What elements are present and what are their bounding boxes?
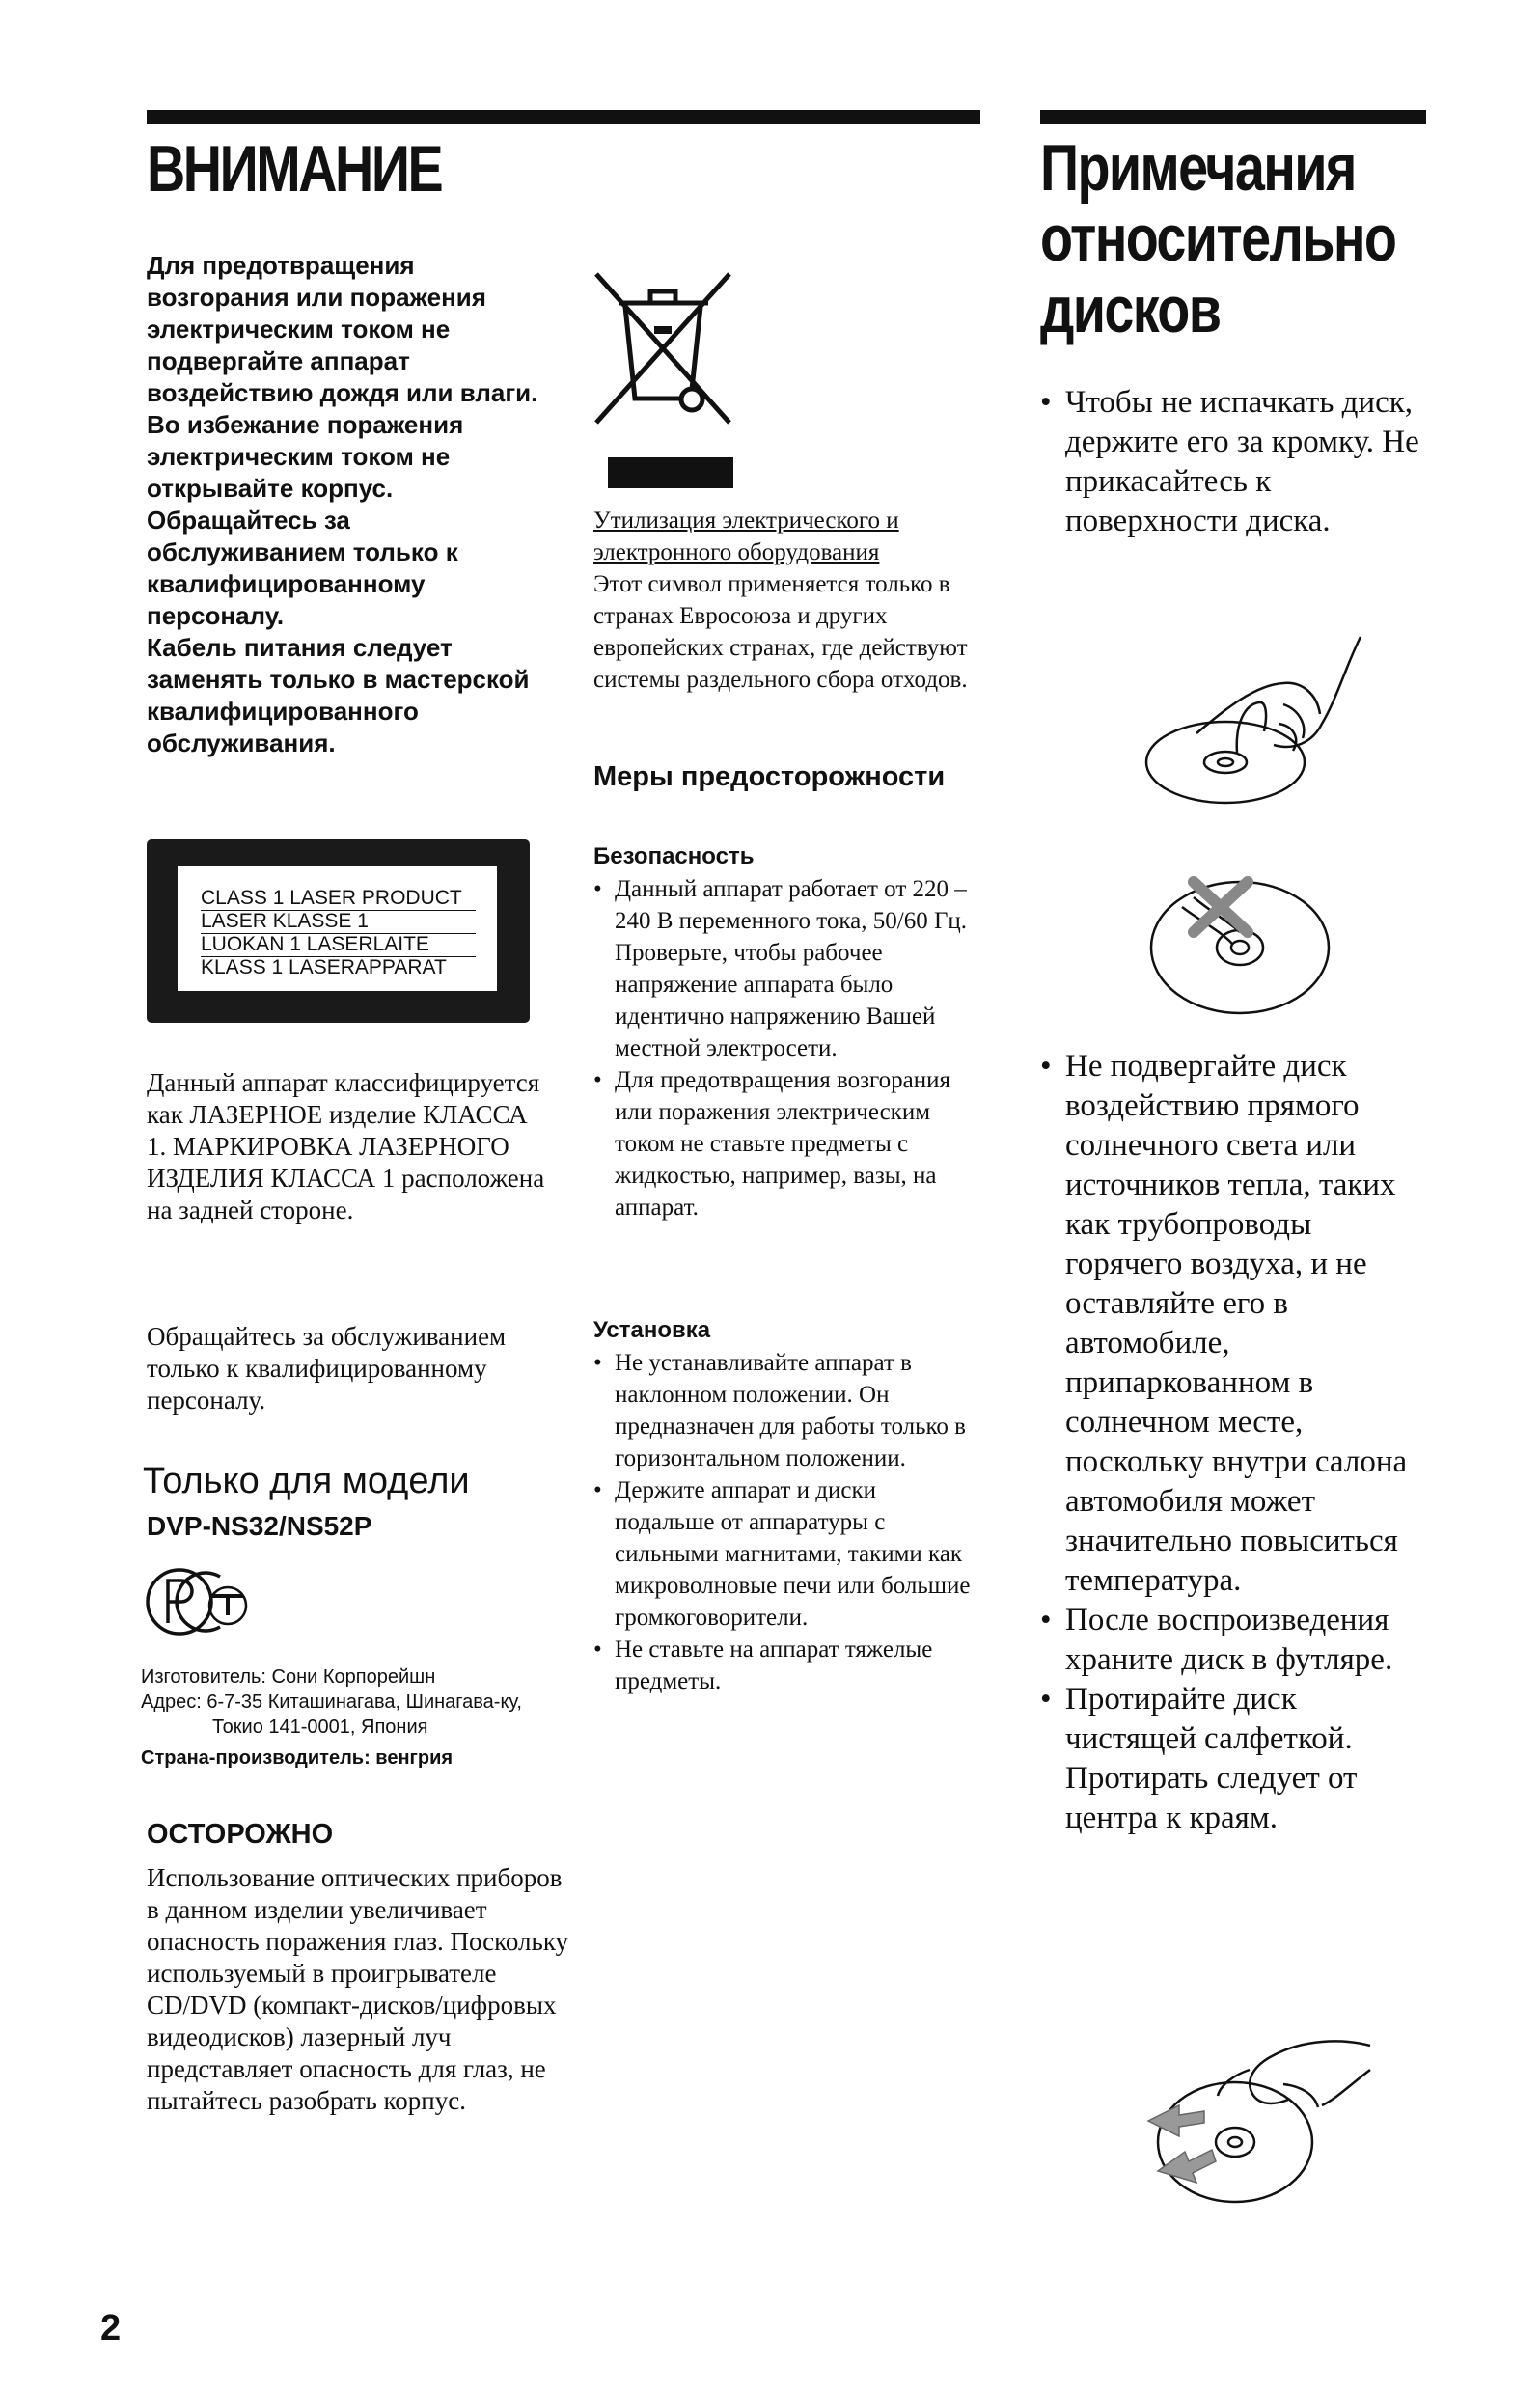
caution-text: Использование оптических приборов в данном изделии увеличивает опасность поражения глаз. Поскольку используемый в проигрывателе CD/DVD (компакт-дисков/цифровых видеодисков) лазерный луч представляет опасность для глаз, не пытайтесь разобрать корпус. <box>147 1863 569 2115</box>
list-item: • Протирайте диск чистящей салфеткой. Протирать следует от центра к краям. <box>1040 1680 1426 1838</box>
list-item: • Не ставьте на аппарат тяжелые предметы. <box>593 1634 979 1697</box>
list-item: • Не устанавливайте аппарат в наклонном положении. Он предназначен для работы только в горизонтальном положении. <box>593 1347 979 1474</box>
laser-label-inner <box>178 866 497 991</box>
laser-class-text: Данный аппарат классифицируется как ЛАЗЕРНОЕ изделие КЛАССА 1. МАРКИРОВКА ЛАЗЕРНОГО ИЗДЕЛИЯ КЛАССА 1 расположена на задней стороне. <box>147 1068 545 1224</box>
wiping-disc-illustration <box>1129 2026 1380 2219</box>
manufacturer-line: Изготовитель: Сони Корпорейшн <box>141 1666 436 1688</box>
warning-text-2: Во избежание поражения электрическим током не открывайте корпус. Обращайтесь за обслуживанием только к квалифицированному персоналу. <box>147 410 464 630</box>
weee-crossed-bin-icon <box>591 268 735 490</box>
page-number: 2 <box>100 2308 122 2349</box>
disc-notes-title-line-2: относительно <box>1040 202 1396 276</box>
model-name: DVP-NS32/NS52P <box>147 1511 372 1541</box>
list-item: • Данный аппарат работает от 220 – 240 В переменного тока, 50/60 Гц. Проверьте, чтобы рабочее напряжение аппарата было идентично напряжению Вашей местной электросети. <box>593 873 979 1064</box>
precautions-heading: Меры предосторожности <box>593 761 946 792</box>
laser-label-line-4: KLASS 1 LASERAPPARAT <box>201 956 447 978</box>
country-line: Страна-производитель: венгрия <box>141 1747 454 1769</box>
disc-note-1 <box>1040 383 1426 541</box>
list-item: • После воспроизведения храните диск в футляре. <box>1040 1601 1426 1680</box>
service-text: Обращайтесь за обслуживанием только к квалифицированному персоналу. <box>147 1322 507 1415</box>
model-title: Только для модели <box>143 1461 470 1501</box>
manufacturer-info <box>141 1664 522 1771</box>
disc-notes-list <box>1040 1047 1426 1838</box>
weee-section <box>593 505 989 696</box>
weee-title: Утилизация электрического и электронного оборудования <box>593 508 899 565</box>
caution-heading: ОСТОРОЖНО <box>147 1819 334 1850</box>
left-top-rule <box>147 110 980 124</box>
weee-text: Этот символ применяется только в странах Евросоюза и других европейских странах, где действуют системы раздельного сбора отходов. <box>593 571 968 693</box>
install-list <box>593 1347 979 1697</box>
page-title: ВНИМАНИЕ <box>147 132 442 206</box>
laser-label-line-1: CLASS 1 LASER PRODUCT <box>201 887 476 911</box>
address-line-1: Адрес: 6-7-35 Киташинагава, Шинагава-ку, <box>141 1691 522 1713</box>
rst-certification-logo <box>143 1563 259 1640</box>
warning-text-1: Для предотвращения возгорания или поражения электрическим током не подвергайте аппарат воздействию дождя или влаги. <box>147 251 538 407</box>
warning-block <box>147 250 552 759</box>
laser-product-label <box>147 839 530 1023</box>
disc-notes-title-line-3: дисков <box>1040 272 1221 346</box>
hand-holding-disc-illustration <box>1139 618 1380 811</box>
touching-disc-prohibited-illustration <box>1143 868 1336 1023</box>
safety-subheading: Безопасность <box>593 843 755 869</box>
disc-notes-title <box>1040 133 1483 345</box>
list-item: • Для предотвращения возгорания или поражения электрическим током не ставьте предметы с жидкостью, например, вазы, на аппарат. <box>593 1064 979 1223</box>
list-item: • Не подвергайте диск воздействию прямого солнечного света или источников тепла, таких как трубопроводы горячего воздуха, и не оставляйте его в автомобиле, припаркованном в солнечном месте, поскольку внутри салона автомобиля может значительно повыситься температура. <box>1040 1047 1426 1601</box>
laser-label-line-2: LASER KLASSE 1 <box>201 910 476 934</box>
disc-notes-title-line-1: Примечания <box>1040 131 1356 205</box>
safety-list <box>593 873 979 1223</box>
warning-text-3: Кабель питания следует заменять только в мастерской квалифицированного обслуживания. <box>147 633 530 757</box>
laser-label-line-3: LUOKAN 1 LASERLAITE <box>201 933 476 957</box>
list-item: • Чтобы не испачкать диск, держите его за кромку. Не прикасайтесь к поверхности диска. <box>1040 383 1426 541</box>
right-top-rule <box>1040 110 1426 124</box>
list-item: • Держите аппарат и диски подальше от аппаратуры с сильными магнитами, такими как микроволновые печи или большие громкоговорители. <box>593 1474 979 1634</box>
install-subheading: Установка <box>593 1317 711 1343</box>
address-line-2: Токио 141-0001, Япония <box>212 1717 428 1738</box>
